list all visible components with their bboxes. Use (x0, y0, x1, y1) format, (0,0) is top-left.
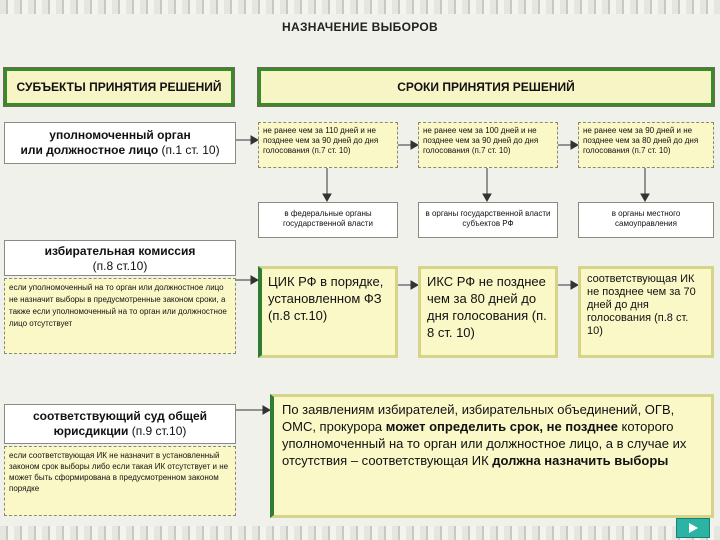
court-line1: соответствующий суд общей (32, 409, 208, 423)
commission-condition-text: если уполномоченный на то орган или должностное лицо не назначит выборы в предусмотренные законом сроки, а также если уполномоченный на то орган или должностное лицо отсутствует (9, 283, 227, 328)
commission-term-local (578, 266, 714, 358)
decorative-stripes-bottom (0, 526, 720, 540)
level-local (578, 202, 714, 238)
term-local-text: не ранее чем за 90 дней и не позднее чем за 80 дней до дня голосования (п.7 ст. 10) (583, 126, 699, 155)
level-subject-text: в органы государственной власти субъектов РФ (425, 209, 551, 228)
court-condition-text: если соответствующая ИК не назначит в установленный законом срок выборы либо если такая ИК отсутствует и не может быть сформирована в предусмотренном законом порядке (9, 451, 229, 493)
term-federal (258, 122, 398, 168)
court-line2: юрисдикции (53, 424, 129, 438)
court-text-bold1: может определить срок, не позднее (385, 419, 618, 434)
subjects-header (4, 68, 234, 106)
commission-term-federal (258, 266, 398, 358)
court-box (4, 404, 236, 444)
term-subject-text: не ранее чем за 100 дней и не позднее чем за 90 дней до дня голосования (п.7 ст. 10) (423, 126, 539, 155)
organ-line1: уполномоченный орган (49, 128, 191, 142)
terms-header (258, 68, 714, 106)
commission-term-local-text: соответствующая ИК не позднее чем за 70 дней до дня голосования (п.8 ст. 10) (587, 273, 696, 337)
page-title: НАЗНАЧЕНИЕ ВЫБОРОВ (282, 20, 438, 34)
election-commission-box (4, 240, 236, 276)
court-text-bold2: должна назначить выборы (492, 453, 669, 468)
commission-term-federal-text: ЦИК РФ в порядке, установленном ФЗ (п.8 ст.10) (268, 274, 384, 323)
commission-ref: (п.8 ст.10) (92, 259, 148, 273)
play-next-icon (687, 522, 699, 534)
term-local (578, 122, 714, 168)
level-federal-text: в федеральные органы государственной власти (282, 209, 374, 228)
court-condition (4, 446, 236, 516)
court-text-part2: которого уполномоченный на то орган или должностное лицо, а в случае их отсутствия – соответствующая ИК (282, 419, 687, 468)
decorative-stripes-top (0, 0, 720, 14)
subjects-header-label: СУБЪЕКТЫ ПРИНЯТИЯ РЕШЕНИЙ (16, 80, 222, 94)
level-subject (418, 202, 558, 238)
term-federal-text: не ранее чем за 110 дней и не позднее чем за 90 дней до дня голосования (п.7 ст. 10) (263, 126, 379, 155)
level-federal (258, 202, 398, 238)
court-text-part1: По заявлениям избирателей, избирательных объединений, ОГВ, ОМС, прокурора (282, 402, 675, 434)
authorized-organ-box (4, 122, 236, 164)
commission-condition (4, 278, 236, 354)
commission-line1: избирательная комиссия (44, 244, 196, 258)
terms-header-label: СРОКИ ПРИНЯТИЯ РЕШЕНИЙ (397, 80, 575, 94)
commission-term-subject (418, 266, 558, 358)
court-ref: (п.9 ст.10) (131, 424, 187, 438)
level-local-text: в органы местного самоуправления (611, 209, 681, 228)
term-subject (418, 122, 558, 168)
commission-term-subject-text: ИКС РФ не позднее чем за 80 дней до дня голосования (п. 8 ст. 10) (427, 274, 547, 340)
court-procedure (270, 394, 714, 518)
organ-line2: или должностное лицо (20, 143, 159, 157)
next-slide-button[interactable] (676, 518, 710, 538)
organ-ref: (п.1 ст. 10) (161, 143, 220, 157)
